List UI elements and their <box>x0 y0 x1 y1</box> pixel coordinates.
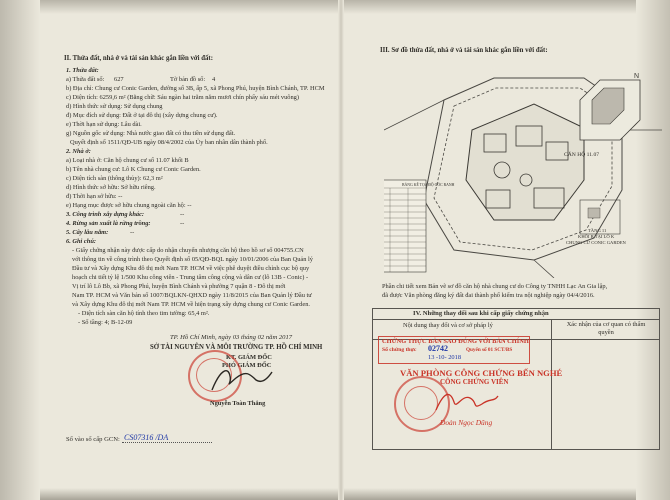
issuer: SỞ TÀI NGUYÊN VÀ MÔI TRƯỜNG TP. HỒ CHÍ MINH <box>150 344 323 351</box>
map-project-label: CHUNG CƯ CONIC GARDEN <box>566 240 626 245</box>
map-sheet-label: Tờ bản đồ số: <box>170 76 206 83</box>
shared-items: e) Hạng mục được sở hữu chung ngoài căn hộ: -- <box>66 202 192 209</box>
address: b) Địa chỉ: Chung cư Conic Garden, đường số 3B, ấp 5, xã Phong Phú, huyện Bình Chánh, TP. HCM <box>66 85 325 92</box>
notary-signature <box>432 388 502 416</box>
registration-number: CS07316 /DA <box>124 433 169 442</box>
ownership: d) Hình thức sở hữu: Sở hữu riêng. <box>66 184 156 191</box>
note-line: - Giấy chứng nhận này được cấp do nhận chuyển nhượng căn hộ theo hồ sơ số 004755.CN <box>72 247 304 254</box>
signer-name: Nguyễn Toàn Thắng <box>210 400 266 407</box>
ownership-term: đ) Thời hạn sở hữu: -- <box>66 193 123 200</box>
notary-stamp-line: CHỨNG THỰC BẢN SAO ĐÚNG VỚI BẢN CHÍNH <box>382 338 529 345</box>
map-note-1: Phần chi tiết xem Bản vẽ sơ đồ căn hộ nhà chung cư do Công ty TNHH Lạc An Gia lập, <box>382 283 608 290</box>
center-fold <box>338 0 344 500</box>
other-works-value: -- <box>180 211 185 218</box>
notary-book: Quyển số 01 SCT/BS <box>466 347 513 353</box>
changes-table-title: IV. Những thay đổi sau khi cấp giấy chứng nhận <box>413 310 549 317</box>
note-line: Đầu tư và Xây dựng Khu đô thị mới Nam TP. HCM về việc phê duyệt điều chỉnh cục bộ quy <box>72 265 310 272</box>
parcel-no: 627 <box>114 76 124 83</box>
deputy-label: KT. GIÁM ĐỐC <box>226 354 272 361</box>
map-floor-label: TẦNG 11 <box>588 228 607 233</box>
land-title: 1. Thửa đất: <box>66 67 99 74</box>
note-line: Nam TP. HCM và Văn bản số 1007/BQLKN-QHXD ngày 11/8/2015 của Ban Quản lý Đầu tư <box>72 292 312 299</box>
note-line: hoạch chi tiết tỷ lệ 1/500 Khu công viên - Trung tâm công cộng và dân cư (lô 13B - Conic) - <box>72 274 309 281</box>
floor-area: c) Diện tích sàn (thông thủy): 62,3 m² <box>66 175 163 182</box>
house-type: a) Loại nhà ở: Căn hộ chung cư số 11.07 khối B <box>66 157 189 164</box>
use-purpose: đ) Mục đích sử dụng: Đất ở tại đô thị (xây dựng chung cư). <box>66 112 218 119</box>
perennial-label: 5. Cây lâu năm: <box>66 229 109 236</box>
other-works-label: 3. Công trình xây dựng khác: <box>66 211 145 218</box>
column-header-content: Nội dung thay đổi và cơ sở pháp lý <box>403 322 493 329</box>
plantation-value: -- <box>180 220 185 227</box>
map-unit-label: CĂN HỘ 11.07 <box>564 152 600 158</box>
map-block-label: KHỐI B TẠI LÔ K <box>578 234 615 239</box>
use-duration: e) Thời hạn sử dụng: Lâu dài. <box>66 121 142 128</box>
note-line: - Số tầng: 4; B-12-09 <box>78 319 133 326</box>
note-line: - Diện tích sàn căn hộ tính theo tim tường: 65,4 m². <box>78 310 210 317</box>
map-sheet-no: 4 <box>212 76 216 83</box>
plantation-label: 4. Rừng sản xuất là rừng trồng: <box>66 220 151 227</box>
notary-office: VĂN PHÒNG CÔNG CHỨNG BẾN NGHÉ <box>400 368 563 378</box>
paper-top-edge <box>0 0 670 14</box>
notary-number: 02742 <box>428 344 448 353</box>
map-note-2: đã được Văn phòng đăng ký đất đai thành phố kiểm tra nội nghiệp ngày 04/4/2016. <box>382 292 595 299</box>
house-title: 2. Nhà ở: <box>66 148 91 155</box>
signature-mark <box>206 362 276 396</box>
column-header-authority: Xác nhận của cơ quan có thẩm quyền <box>566 321 646 336</box>
paper-left-shadow <box>0 0 40 500</box>
section-2-title: II. Thửa đất, nhà ở và tài sản khác gắn liền với đất: <box>64 55 213 62</box>
land-origin: g) Nguồn gốc sử dụng: Nhà nước giao đất có thu tiền sử dụng đất. <box>66 130 236 137</box>
registration-label: Số vào sổ cấp GCN: <box>66 436 120 443</box>
north-arrow: N <box>634 73 640 80</box>
note-line: với thông tin về công trình theo Quyết định số 05/QĐ-BQL ngày 10/01/2006 của Ban Quản lý <box>72 256 313 263</box>
map-coord-table-title: BẢNG KÊ TỌA ĐỘ GÓC RANH <box>402 183 455 187</box>
site-plan-map <box>384 70 662 278</box>
notary-name: Đoàn Ngọc Dũng <box>440 418 493 427</box>
notes-title: 6. Ghi chú: <box>66 238 97 245</box>
perennial-value: -- <box>130 229 135 236</box>
paper-bottom-edge <box>0 488 670 500</box>
parcel-no-label: a) Thửa đất số: <box>66 76 105 83</box>
area: c) Diện tích: 6259,6 m² (Bằng chữ: Sáu ngàn hai trăm năm mươi chín phẩy sáu mét vuông) <box>66 94 300 101</box>
notary-date: 13 -10- 2018 <box>428 354 462 361</box>
section-3-title: III. Sơ đồ thửa đất, nhà ở và tài sản khác gắn liền với đất: <box>380 47 548 54</box>
building-name: b) Tên nhà chung cư: Lô K Chung cư Conic Garden. <box>66 166 201 173</box>
registration-line <box>122 442 212 443</box>
notary-role: CÔNG CHỨNG VIÊN <box>440 378 509 386</box>
decision: Quyết định số 1511/QĐ-UB ngày 08/4/2002 của Ủy ban nhân dân thành phố. <box>70 139 268 146</box>
notary-number-label: Số chứng thực <box>382 347 417 353</box>
note-line: Vị trí lô Lô Bb, xã Phong Phú, huyện Bình Chánh và phường 7 quận 8 - Đô thị mới <box>72 283 286 290</box>
use-form: d) Hình thức sử dụng: Sử dụng chung <box>66 103 163 110</box>
place-date: TP. Hồ Chí Minh, ngày 03 tháng 02 năm 2017 <box>170 334 293 341</box>
deputy-role: PHÓ GIÁM ĐỐC <box>222 362 272 369</box>
table-rule <box>373 319 659 320</box>
note-line: và Xây dựng Khu đô thị mới Nam TP. HCM về hiện trạng xây dựng chung cư Conic Garden. <box>72 301 310 308</box>
